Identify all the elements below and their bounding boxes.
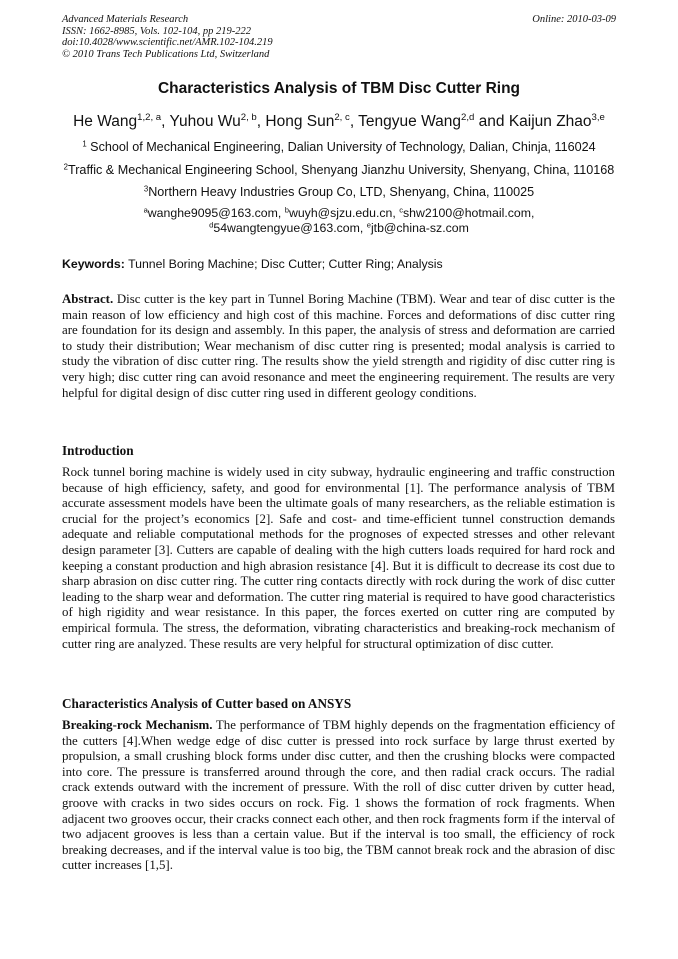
introduction-body: Rock tunnel boring machine is widely used in city subway, hydraulic engineering and traffic construction because of high efficiency, safety, and good for environmental [1]. The performance analysis of TBM accurate assessment models have been the ultimate goals of many researchers, as the reliable estimation is crucial for the project’s economics [2]. Safe and cost- and time-efficient tunnel construction demands adequate and reliable computational methods for the prognoses of expected stresses and other relevant design parameter [3]. Cutters are capable of dealing with the high cutters loads required for hard rock and keeping a constant production and high abrasion resistance [4]. But it is difficult to decrease its cost due to sharp abrasion on disc cutter ring. The cutter ring contacts directly with rock during the work of disc cutter leading to the sharp wear and deformation. The cutter ring material is required to have good characteristics of high rigidity and wear resistance. In this paper, the forces exerted on cutter ring are computed by empirical formula. The stress, the deformation, vibrating characteristics and breaking-rock mechanism of cutter ring are analyzed. These results are very helpful for structural optimization of disc cutter. <box>62 465 615 651</box>
breaking-rock-paragraph <box>62 718 615 874</box>
keywords-text: Tunnel Boring Machine; Disc Cutter; Cutter Ring; Analysis <box>124 257 443 271</box>
affiliation-mark: 1 <box>82 139 87 149</box>
author-affiliation-mark: 2, c <box>334 112 350 124</box>
email-mark: a <box>143 205 148 215</box>
email-d: 54wangtengyue@163.com, <box>213 221 367 235</box>
subsection-text: The performance of TBM highly depends on the fragmentation efficiency of the cutters [4].When wedge edge of disc cutter is pressed into rock surface by large thrust exerted by propulsion, a small crushing block forms under disc cutter, and then the crushing blocks were compacted into core. The pressure is transferred around through the core, and then radial crack occurs. The radial crack extends outward with the increment of pressure. With the roll of disc cutter driven by cutter head, groove with cracks in two sides occurs on rock. Fig. 1 shows the formation of rock fragments. When adjacent two grooves occur, their cracks connect each other, and then rock fragments form if the interval of two adjacent grooves is less than a certain value. But if the interval is too small, the efficiency of rock breaking decreases, and if the interval value is too big, the TBM cannot break rock and the abrasion of disc cutter increases [1,5]. <box>62 718 615 873</box>
author-affiliation-mark: 2, b <box>240 112 257 124</box>
abstract-text: Disc cutter is the key part in Tunnel Boring Machine (TBM). Wear and tear of disc cutter is the main reason of low efficiency and high cost of this machine. Forces and deformations of disc cutter ring are foundation for its design and assembly. In this paper, the analysis of stress and deformation are carried to study their distribution; Wear mechanism of disc cutter ring is presented; modal analysis is carried to study the vibration of disc cutter ring. The results show the yield strength and rigidity of disc cutter ring is very high; disc cutter ring can avoid resonance and meet the engineering requirement. The results are very helpful for digital design of disc cutter ring used in different geology conditions. <box>62 292 615 400</box>
online-date: Online: 2010-03-09 <box>532 14 616 25</box>
affiliation-mark: 3 <box>143 184 149 194</box>
keywords-label: Keywords: <box>62 257 125 271</box>
author-name: Hong Sun <box>265 113 335 130</box>
abstract <box>62 292 615 401</box>
author-separator: and <box>474 113 509 130</box>
author-list <box>0 113 678 131</box>
section-heading: Characteristics Analysis of Cutter based on ANSYS <box>62 696 352 711</box>
publication-metadata <box>62 14 616 60</box>
doi-line: doi:10.4028/www.scientific.net/AMR.102-104.219 <box>62 37 273 49</box>
email-e: jtb@china-sz.com <box>370 221 469 235</box>
author-affiliation-mark: 3,e <box>591 112 605 124</box>
introduction-heading: Introduction <box>62 443 134 458</box>
email-line-2 <box>0 221 678 236</box>
issn-line: ISSN: 1662-8985, Vols. 102-104, pp 219-222 <box>62 25 251 37</box>
author-name: Tengyue Wang <box>358 113 461 130</box>
affiliation-text: Traffic & Mechanical Engineering School, Shenyang Jianzhu University, Shenyang, China, 110168 <box>68 163 615 177</box>
paper-title: Characteristics Analysis of TBM Disc Cutter Ring <box>157 80 521 97</box>
email-mark: d <box>209 220 214 230</box>
email-c: shw2100@hotmail.com, <box>403 206 535 220</box>
copyright-line: © 2010 Trans Tech Publications Ltd, Switzerland <box>62 48 270 60</box>
affiliation-text: Northern Heavy Industries Group Co, LTD, Shenyang, China, 110025 <box>148 185 535 199</box>
email-a: wanghe9095@163.com, <box>147 206 285 220</box>
email-mark: c <box>399 205 403 215</box>
author-separator: , <box>161 113 170 130</box>
keywords <box>62 257 616 271</box>
subsection-label: Breaking-rock Mechanism. <box>62 718 213 732</box>
email-mark: e <box>366 220 371 230</box>
author-affiliation-mark: 2,d <box>460 112 475 124</box>
author-name: Kaijun Zhao <box>508 113 592 130</box>
affiliation-3 <box>0 185 678 199</box>
author-name: He Wang <box>73 113 138 130</box>
affiliation-1 <box>0 140 678 154</box>
journal-name: Advanced Materials Research <box>62 14 189 25</box>
author-affiliation-mark: 1,2, a <box>137 112 162 124</box>
email-line-1 <box>0 206 678 221</box>
affiliation-mark: 2 <box>63 162 69 172</box>
author-separator: , <box>256 113 266 130</box>
author-separator: , <box>349 113 359 130</box>
author-name: Yuhou Wu <box>169 113 241 130</box>
affiliation-2 <box>0 163 678 177</box>
email-b: wuyh@sjzu.edu.cn, <box>288 206 400 220</box>
abstract-label: Abstract. <box>62 292 114 306</box>
affiliation-text: School of Mechanical Engineering, Dalian University of Technology, Dalian, Chinja, 116024 <box>86 140 596 154</box>
email-mark: b <box>284 205 289 215</box>
